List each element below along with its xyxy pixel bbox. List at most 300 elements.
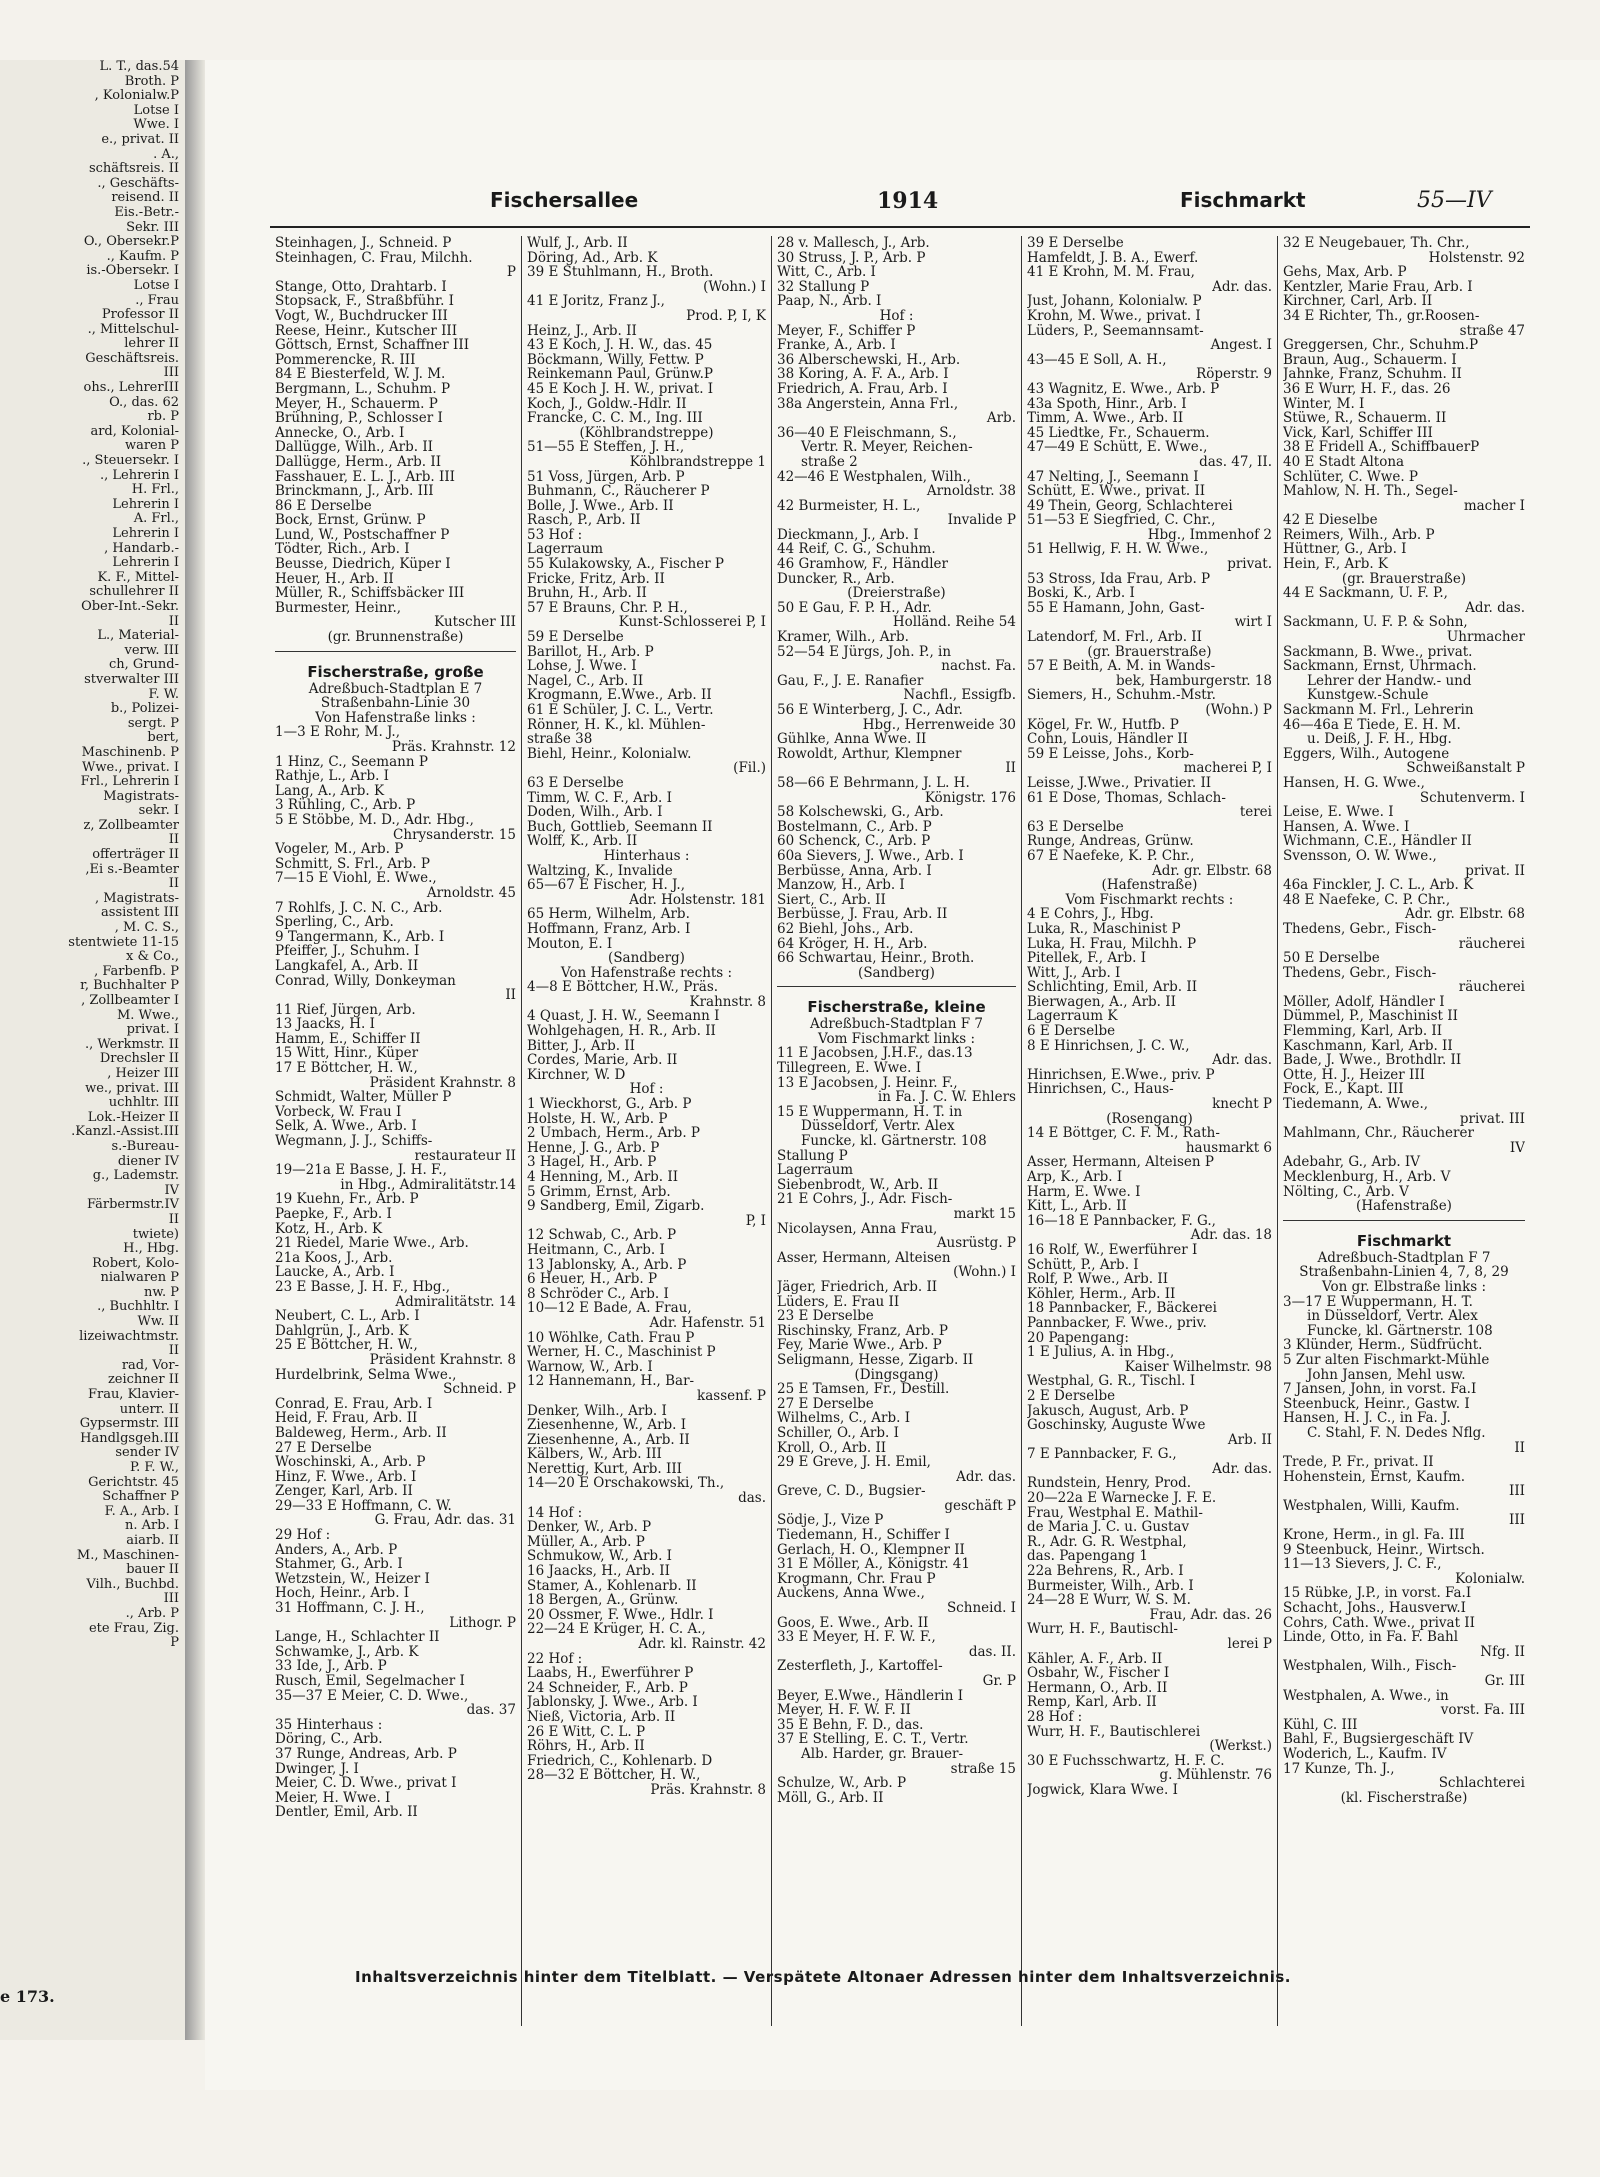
directory-entry: Dentler, Emil, Arb. II [275,1805,418,1820]
left-page-line: Broth. P [124,74,179,89]
directory-entry: Kunst-Schlosserei P, I [618,615,766,631]
directory-entry: Francke, C. C. M., Ing. III [527,411,703,426]
directory-entry: Arnoldstr. 38 [926,484,1016,499]
left-page-line: ., Mittelschul- [87,322,179,337]
directory-entry: Westphal, G. R., Tischl. I [1027,1374,1196,1389]
directory-entry: 20 Ossmer, F. Wwe., Hdlr. I [527,1607,714,1623]
directory-entry: nachst. Fa. [941,659,1016,674]
directory-entry: u. Deiß, J. F. H., Hbg. [1307,732,1452,747]
directory-entry: 15 Rübke, J.P., in vorst. Fa.I [1283,1586,1472,1602]
left-page-line: nialwaren P [100,1271,179,1286]
directory-entry: 11—13 Sievers, J. C. F., [1283,1557,1442,1572]
left-page-line: nw. P [144,1285,179,1300]
left-page-line: e., privat. II [101,132,179,147]
left-page-line: is.-Obersekr. I [86,264,179,279]
directory-entry: Lagerraum K [1027,1009,1118,1025]
left-page-line: Lotse I [133,278,179,293]
directory-entry: Wegmann, J. J., Schiffs- [275,1134,433,1149]
directory-entry: 35—37 E Meier, C. D. Wwe., [275,1688,469,1704]
directory-entry: Nerettig, Kurt, Arb. III [527,1461,683,1477]
directory-entry: Luka, R., Maschinist P [1027,921,1181,937]
directory-entry: Rischinsky, Franz, Arb. P [777,1323,948,1339]
directory-entry: Just, Johann, Kolonialw. P [1027,294,1202,309]
left-page-line: Schaffner P [102,1490,179,1505]
directory-entry: (Wohn.) I [703,279,766,295]
directory-entry: 1 Hinz, C., Seemann P [275,754,428,770]
directory-entry: das. 47, II. [1199,454,1272,470]
directory-entry: 24—28 E Wurr, W. S. M. [1027,1593,1191,1608]
directory-entry: Göttsch, Ernst, Schaffner III [275,338,470,353]
directory-entry: Krahnstr. 8 [689,994,766,1010]
directory-entry: Böckmann, Willy, Fettw. P [527,352,704,368]
directory-entry: macher I [1463,498,1525,514]
directory-entry: Lohse, J. Wwe. I [527,659,637,674]
directory-entry: Prod. P, I, K [686,308,766,324]
directory-entry: Westphalen, Willi, Kaufm. [1283,1498,1460,1514]
directory-entry: 33 E Meyer, H. F. W. F., [777,1630,936,1645]
directory-entry: 31 E Möller, A., Königstr. 41 [777,1557,970,1572]
directory-entry: Greggersen, Chr., Schuhm.P [1283,338,1479,353]
directory-entry: Mecklenburg, H., Arb. V [1283,1170,1451,1185]
directory-entry: Wilhelms, C., Arb. I [777,1411,911,1426]
directory-entry: Bergmann, L., Schuhm. P [275,381,451,397]
directory-entry: Rundstein, Henry, Prod. [1027,1476,1192,1492]
directory-entry: Henne, J. G., Arb. P [527,1140,660,1156]
directory-entry: 50 E Derselbe [1283,951,1380,966]
directory-entry: 14—20 E Orschakowski, Th., [527,1476,725,1492]
directory-entry: Schulze, W., Arb. P [777,1776,907,1791]
directory-entry: Vick, Karl, Schiffer III [1283,425,1433,441]
directory-entry: Schneid. P [443,1382,516,1397]
directory-entry: Nachfl., Essigfb. [903,688,1016,703]
directory-entry: Biehl, Heinr., Kolonialw. [527,746,692,762]
directory-entry: Meyer, F., Schiffer P [777,323,916,339]
directory-entry: Röperstr. 9 [1196,367,1272,382]
directory-entry: Mahlow, N. H. Th., Segel- [1283,484,1458,499]
directory-entry: 66 Schwartau, Heinr., Broth. [777,951,975,966]
directory-entry: 1—3 E Rohr, M. J., [275,725,401,740]
directory-entry: Gerlach, H. O., Klempner II [777,1542,965,1558]
directory-entry: 4—8 E Böttcher, H.W., Präs. [527,980,719,995]
directory-entry: R., Adr. G. R. Westphal, [1027,1534,1187,1550]
directory-entry: 5 Grimm, Ernst, Arb. [527,1184,671,1200]
directory-entry: Adreßbuch-Stadtplan F 7 [1317,1250,1491,1266]
directory-entry: 49 Thein, Georg, Schlachterei [1027,498,1233,514]
left-page-line: ., Arb. P [125,1606,179,1621]
directory-entry: (Dingsgang) [854,1367,939,1383]
directory-entry: lerei P [1227,1637,1272,1652]
directory-entry: Dwinger, J. I [275,1761,359,1777]
directory-entry: Otte, H. J., Heizer III [1283,1067,1426,1083]
directory-entry: Steenbuck, Heinr., Gastw. I [1283,1396,1470,1412]
directory-entry: Lagerraum [777,1163,854,1178]
directory-entry: Schiller, O., Arb. I [777,1425,899,1441]
page-footer-notice: Inhaltsverzeichnis hinter dem Titelblatt. — Verspätete Altonaer Adressen hinter dem Inhaltsverzeichnis. [355,1968,1291,1986]
directory-entry: Wulf, J., Arb. II [527,236,628,251]
left-page-line: ., Buchhltr. I [97,1300,179,1315]
directory-entry: 57 E Brauns, Chr. P. H., [527,600,688,616]
left-page-line: Lok.-Heizer II [87,1110,179,1125]
left-page-line: s.-Bureau- [111,1139,179,1154]
directory-entry: Jäger, Friedrich, Arb. II [777,1279,938,1295]
directory-entry: Schweißanstalt P [1406,761,1525,776]
directory-entry: 18 Pannbacker, F., Bäckerei [1027,1301,1217,1316]
directory-entry: Möll, G., Arb. II [777,1790,884,1806]
directory-entry: 60 Schenck, C., Arb. P [777,834,931,849]
left-page-line: O., Obersekr.P [83,235,179,250]
directory-entry: Rusch, Emil, Segelmacher I [275,1674,465,1689]
directory-entry: Flemming, Karl, Arb. II [1283,1024,1443,1039]
directory-entry: 38 Koring, A. F. A., Arb. I [777,367,949,382]
directory-entry: Adr. Holstenstr. 181 [629,892,766,908]
directory-entry: 39 E Derselbe [1027,236,1124,251]
left-page-line: Robert, Kolo- [92,1256,179,1271]
directory-entry: Rathje, L., Arb. I [275,769,389,784]
directory-entry: Adr. das. [956,1469,1016,1485]
directory-entry: Siert, C., Arb. II [777,892,886,908]
directory-entry: Arb. [986,411,1016,426]
directory-entry: Krohn, M. Wwe., privat. I [1027,308,1201,324]
header-page-number: 55—IV [1417,188,1492,213]
directory-entry: 35 E Behn, F. D., das. [777,1717,924,1733]
directory-entry: Hermann, O., Arb. II [1027,1680,1168,1696]
directory-entry: Hamfeldt, J. B. A., Ewerf. [1027,250,1199,266]
directory-entry: Fey, Marie Wwe., Arb. P [777,1338,942,1353]
left-page-line: II [168,1344,179,1359]
directory-entry: 38 E Fridell A., SchiffbauerP [1283,440,1480,455]
directory-entry: Hansen, H. J. C., in Fa. J. [1283,1411,1451,1426]
directory-entry: Röhrs, H., Arb. II [527,1739,645,1754]
directory-entry: 7—15 E Viohl, E. Wwe., [275,871,437,886]
left-page-line: g., Lademstr. [92,1169,179,1184]
directory-entry: Hbg., Herrenweide 30 [862,717,1016,733]
directory-entry: Kolonialw. [1455,1571,1525,1587]
directory-entry: Selk, A. Wwe., Arb. I [275,1119,417,1135]
directory-entry: Nieß, Victoria, Arb. II [527,1709,676,1725]
column-2 [522,236,772,2026]
directory-entry: 61 E Dose, Thomas, Schlach- [1027,790,1226,806]
directory-entry: 37 Runge, Andreas, Arb. P [275,1746,457,1762]
left-page-line: Wwe., privat. I [82,760,179,775]
directory-entry: 8 Schröder C., Arb. I [527,1286,669,1302]
directory-entry: Laucke, A., Arb. I [275,1265,395,1280]
directory-entry: Schwamke, J., Arb. K [275,1644,419,1660]
header-street-start: Fischersallee [490,188,639,212]
left-page-line: ., Kaufm. P [106,249,179,264]
directory-entry: 36—40 E Fleischmann, S., [777,425,957,441]
directory-entry: das. Papengang 1 [1027,1549,1148,1565]
directory-entry: Witt, J., Arb. I [1027,965,1121,981]
directory-entry: privat. [1227,557,1272,572]
directory-entry: Lüders, P., Seemannsamt- [1027,323,1204,339]
directory-entry: (Sandberg) [858,965,935,981]
directory-entry: C. Stahl, F. N. Dedes Nflg. [1307,1425,1486,1441]
directory-entry: Königstr. 176 [924,790,1016,806]
directory-entry: Hansen, H. G. Wwe., [1283,775,1425,791]
directory-entry: (Sandberg) [608,951,685,966]
left-page-line: , Kolonialw.P [94,89,179,104]
directory-entry: Adr. Hafenstr. 51 [649,1315,766,1331]
directory-entry: 28 Hof : [1027,1709,1083,1725]
directory-entry: Meier, C. D. Wwe., privat I [275,1776,457,1791]
directory-entry: Schütt, P., Arb. I [1027,1257,1139,1273]
left-page-line: Lehrerin I [112,497,179,512]
left-page-line: F. A., Arb. I [104,1504,179,1519]
directory-entry: Stahmer, G., Arb. I [275,1557,403,1572]
directory-entry: Werner, H. C., Maschinist P [527,1345,716,1360]
directory-entry: Adr. gr. Elbstr. 68 [1151,863,1272,879]
directory-entry: 3 Klünder, Herm., Südfrücht. [1283,1338,1483,1353]
directory-entry: Stallung P [777,1148,848,1164]
directory-entry: Nfg. II [1480,1644,1525,1660]
left-page-line: assistent III [101,906,179,921]
left-page-line: zeichner II [107,1373,179,1388]
directory-entry: Adebahr, G., Arb. IV [1283,1155,1421,1170]
directory-entry: 9 Steenbuck, Heinr., Wirtsch. [1283,1542,1485,1558]
directory-entry: Fock, E., Kapt. III [1283,1082,1404,1098]
directory-entry: Meyer, H., Schauerm. P [275,396,438,412]
directory-entry: 35 Hinterhaus : [275,1717,383,1733]
directory-entry: Hein, F., Arb. K [1283,557,1389,572]
left-page-line: reisend. II [111,191,179,206]
directory-entry: Warnow, W., Arb. I [527,1359,653,1375]
directory-entry: Barillot, H., Arb. P [527,644,654,660]
directory-entry: John Jansen, Mehl usw. [1307,1367,1466,1383]
directory-entry: Adr. das. [1212,279,1272,295]
left-page-line: , Heizer III [107,1066,179,1081]
directory-entry: (Wohn.) I [953,1265,1016,1280]
directory-entry: Remp, Karl, Arb. II [1027,1695,1157,1710]
left-page-line: twiete) [132,1227,179,1242]
left-page-line: Geschäftsreis. [85,351,179,366]
left-page-line: , Handarb.- [104,541,179,556]
directory-entry: 42 Burmeister, H. L., [777,498,921,514]
directory-entry: Trede, P. Fr., privat. II [1283,1455,1434,1470]
directory-entry: macherei P, I [1183,761,1272,776]
directory-entry: Vorbeck, W. Frau I [275,1104,402,1120]
left-page-line: H., Hbg. [123,1242,179,1257]
directory-entry: Hof : [879,308,914,324]
directory-entry: (Fil.) [733,761,766,776]
directory-entry: 27 E Derselbe [777,1396,874,1412]
left-page-line: II [168,877,179,892]
directory-entry: 86 E Derselbe [275,498,372,514]
directory-entry: Bostelmann, C., Arb. P [777,819,932,835]
directory-entry: Stüwe, R., Schauerm. II [1283,411,1447,426]
left-page-line: Frau, Klavier- [87,1388,179,1403]
left-page-line: Frl., Lehrerin I [80,775,179,790]
directory-entry: Rolf, P. Wwe., Arb. II [1027,1272,1169,1287]
directory-entry: Müller, R., Schiffsbäcker III [275,586,465,601]
directory-entry: Vogeler, M., Arb. P [275,842,404,857]
directory-entry: Leise, E. Wwe. I [1283,805,1394,820]
directory-entry: 2 E Derselbe [1027,1388,1116,1404]
directory-entry: Hüttner, G., Arb. I [1283,542,1407,558]
directory-entry: Fasshauer, E. L. J., Arb. III [275,469,455,485]
header-street-end: Fischmarkt [1180,188,1306,212]
directory-entry: Adr. das. [1212,1053,1272,1068]
directory-entry: 20 Papengang: [1027,1330,1129,1346]
directory-entry: Leisse, J.Wwe., Privatier. II [1027,775,1212,791]
street-heading: Fischerstraße, kleine [807,998,986,1017]
directory-entry: II [1005,761,1016,776]
directory-entry: 29 E Greve, J. H. Emil, [777,1455,931,1470]
left-page-line: , Magistrats- [95,891,179,906]
directory-entry: Sperling, C., Arb. [275,915,394,930]
directory-entry: Hinrichsen, E.Wwe., priv. P [1027,1067,1215,1083]
left-page-line: ., Geschäfts- [97,176,179,191]
left-page-line: schullehrer II [89,585,179,600]
directory-entry: Rönner, H. K., kl. Mühlen- [527,717,706,733]
directory-entry: Dallügge, Herm., Arb. II [275,454,442,470]
directory-entry: das. 37 [466,1703,516,1718]
directory-entry: Hamm, E., Schiffer II [275,1031,421,1047]
directory-entry: privat. III [1459,1111,1525,1127]
directory-entry: Adreßbuch-Stadtplan E 7 [308,681,483,697]
directory-entry: Baldeweg, Herm., Arb. II [275,1425,447,1441]
left-page-line: Maschinenb. P [81,745,179,760]
directory-entry: Wohlgehagen, H. R., Arb. II [527,1024,716,1039]
directory-entry: 30 E Fuchsschwartz, H. F. C. [1027,1753,1225,1769]
left-page-line: stverwalter III [84,672,179,687]
directory-entry: Von Hafenstraße rechts : [560,965,733,981]
left-page-line: Sekr. III [126,220,179,235]
directory-entry: Sackmann, U. F. P. & Sohn, [1283,615,1468,631]
directory-entry: 14 E Böttger, C. F. M., Rath- [1027,1126,1220,1141]
directory-entry: Woderich, L., Kaufm. IV [1283,1746,1447,1762]
left-page-line: privat. I [126,1023,179,1038]
directory-entry: 44 E Sackmann, U. F. P., [1283,586,1448,601]
directory-entry: 13 E Jacobsen, J. Heinr. F., [777,1075,958,1091]
directory-entry: in Fa. J. C. W. Ehlers [877,1090,1016,1105]
directory-entry: Schütt, E. Wwe., privat. II [1027,484,1206,499]
directory-entry: Meier, H. Wwe. I [275,1790,391,1806]
left-page-line: n. Arb. I [125,1519,179,1534]
directory-entry: 58—66 E Behrmann, J. L. H. [777,775,970,791]
directory-entry: Gühlke, Anna Wwe. II [777,732,927,747]
directory-entry: Nicolaysen, Anna Frau, [777,1221,938,1237]
directory-entry: Cohrs, Cath. Wwe., privat II [1283,1615,1475,1631]
directory-entry: 22 Hof : [527,1651,583,1667]
directory-entry: Schneid. I [946,1601,1016,1616]
directory-entry: Luka, H. Frau, Milchh. P [1027,936,1197,952]
directory-entry: 36 E Wurr, H. F., das. 26 [1283,381,1451,397]
directory-entry: 43 Wagnitz, E. Wwe., Arb. P [1027,381,1220,397]
directory-entry: Lüders, E. Frau II [777,1294,900,1310]
directory-entry: Vom Fischmarkt links : [817,1031,976,1047]
directory-entry: 16 Jaacks, H., Arb. II [527,1564,670,1579]
column-5 [1278,236,1530,2026]
directory-entry: Lange, H., Schlachter II [275,1630,440,1645]
directory-entry: Waltzing, K., Invalide [527,863,673,879]
directory-entry: knecht P [1212,1097,1272,1112]
directory-entry: Von gr. Elbstraße links : [1321,1279,1487,1295]
directory-entry: 46 Gramhow, F., Händler [777,557,948,572]
directory-entry: Dümmel, P., Maschinist II [1283,1009,1458,1025]
directory-entry: Bitter, J., Arb. II [527,1038,635,1054]
directory-entry: Zesterfleth, J., Kartoffel- [777,1659,943,1674]
directory-entry: Präsident Krahnstr. 8 [369,1352,516,1368]
directory-entry: 62 Biehl, Johs., Arb. [777,921,914,937]
directory-entry: 21 E Cohrs, J., Adr. Fisch- [777,1192,953,1207]
directory-entry: 46—46a E Tiede, E. H. M. [1283,717,1461,733]
directory-entry: Von Hafenstraße links : [315,710,476,726]
directory-entry: 29 Hof : [275,1528,331,1543]
left-page-line: , M. C. S., [114,921,179,936]
directory-entry: Mouton, E. I [527,936,613,952]
directory-entry: 13 Jablonsky, A., Arb. P [527,1257,687,1273]
directory-entry: Arp, K., Arb. I [1027,1170,1123,1185]
directory-entry: Präs. Krahnstr. 12 [391,740,516,755]
directory-entry: Holste, H. W., Arb. P [527,1111,668,1127]
directory-entry: Latendorf, M. Frl., Arb. II [1027,630,1202,645]
directory-entry: (Wohn.) P [1205,703,1272,718]
directory-entry: Kunstgew.-Schule [1307,688,1429,703]
directory-entry: 41 E Krohn, M. M. Frau, [1027,265,1195,280]
directory-entry: Frau, Westphal E. Mathil- [1027,1505,1203,1521]
directory-entry: 21a Koos, J., Arb. [275,1250,393,1266]
directory-entry: Boski, K., Arb. I [1027,586,1135,601]
left-page-line: II [168,833,179,848]
directory-entry: 57 E Beith, A. M. in Wands- [1027,659,1216,674]
directory-entry: Straßenbahn-Linie 30 [320,696,471,711]
directory-entry: 51—55 E Steffen, J. H., [527,440,685,455]
directory-entry: 38a Angerstein, Anna Frl., [777,396,959,412]
directory-entry: 27 E Derselbe [275,1440,372,1456]
left-page-line: aiarb. II [126,1533,179,1548]
directory-entry: Wurr, H. F., Bautischl- [1027,1622,1178,1637]
directory-entry: Hohenstein, Ernst, Kaufm. [1283,1469,1466,1485]
directory-entry: straße 38 [527,732,593,747]
directory-entry: (Dreierstraße) [847,586,946,601]
left-page-line: Professor II [101,308,179,323]
left-page-line: ., Steuersekr. I [82,454,179,469]
directory-entry: Kramer, Wilh., Arb. [777,630,909,645]
directory-entry: 6 E Derselbe [1027,1024,1116,1039]
directory-entry: Frau, Adr. das. 26 [1149,1607,1272,1623]
directory-entry: Schmukow, W., Arb. I [527,1549,672,1565]
left-page-line: II [168,1212,179,1227]
directory-entry: Södje, J., Vize P [777,1513,884,1529]
directory-entry: (gr. Brunnenstraße) [327,630,464,645]
directory-entry: 32 Stallung P [777,279,870,295]
directory-entry: Präsident Krahnstr. 8 [369,1075,516,1091]
directory-entry: 59 E Leisse, Johs., Korb- [1027,746,1194,762]
directory-entry: 65 Herm, Wilhelm, Arb. [527,907,690,922]
left-page-line: ard, Kolonial- [90,424,179,439]
header-year: 1914 [877,188,939,214]
directory-entry: Düsseldorf, Vertr. Alex [801,1119,955,1135]
street-heading: Fischmarkt [1356,1231,1452,1250]
directory-entry: Admiralitätstr. 14 [395,1294,516,1310]
directory-entry: Schlüter, C. Wwe. P [1283,469,1418,485]
left-page-line: we., privat. III [85,1081,179,1096]
directory-entry: Bruhn, H., Arb. II [527,586,647,601]
directory-entry: 40 E Stadt Altona [1283,454,1405,470]
directory-entry: Berbüsse, J. Frau, Arb. II [777,907,948,922]
directory-entry: 5 E Stöbbe, M. D., Adr. Hbg., [275,812,474,828]
directory-entry: 1 Wieckhorst, G., Arb. P [527,1097,692,1112]
directory-entry: 17 E Böttcher, H. W., [275,1061,418,1076]
directory-entry: 53 Stross, Ida Frau, Arb. P [1027,571,1211,587]
directory-entry: Adr. das. 18 [1190,1228,1272,1243]
directory-entry: (Hafenstraße) [1101,878,1198,893]
left-page-line: bert, [147,731,179,746]
directory-entry: 21 Riedel, Marie Wwe., Arb. [275,1236,469,1251]
directory-entry: Franke, A., Arb. I [777,338,896,353]
directory-entry: Pfeiffer, J., Schuhm. I [275,944,420,959]
directory-entry: Kirchner, Carl, Arb. II [1283,294,1433,309]
